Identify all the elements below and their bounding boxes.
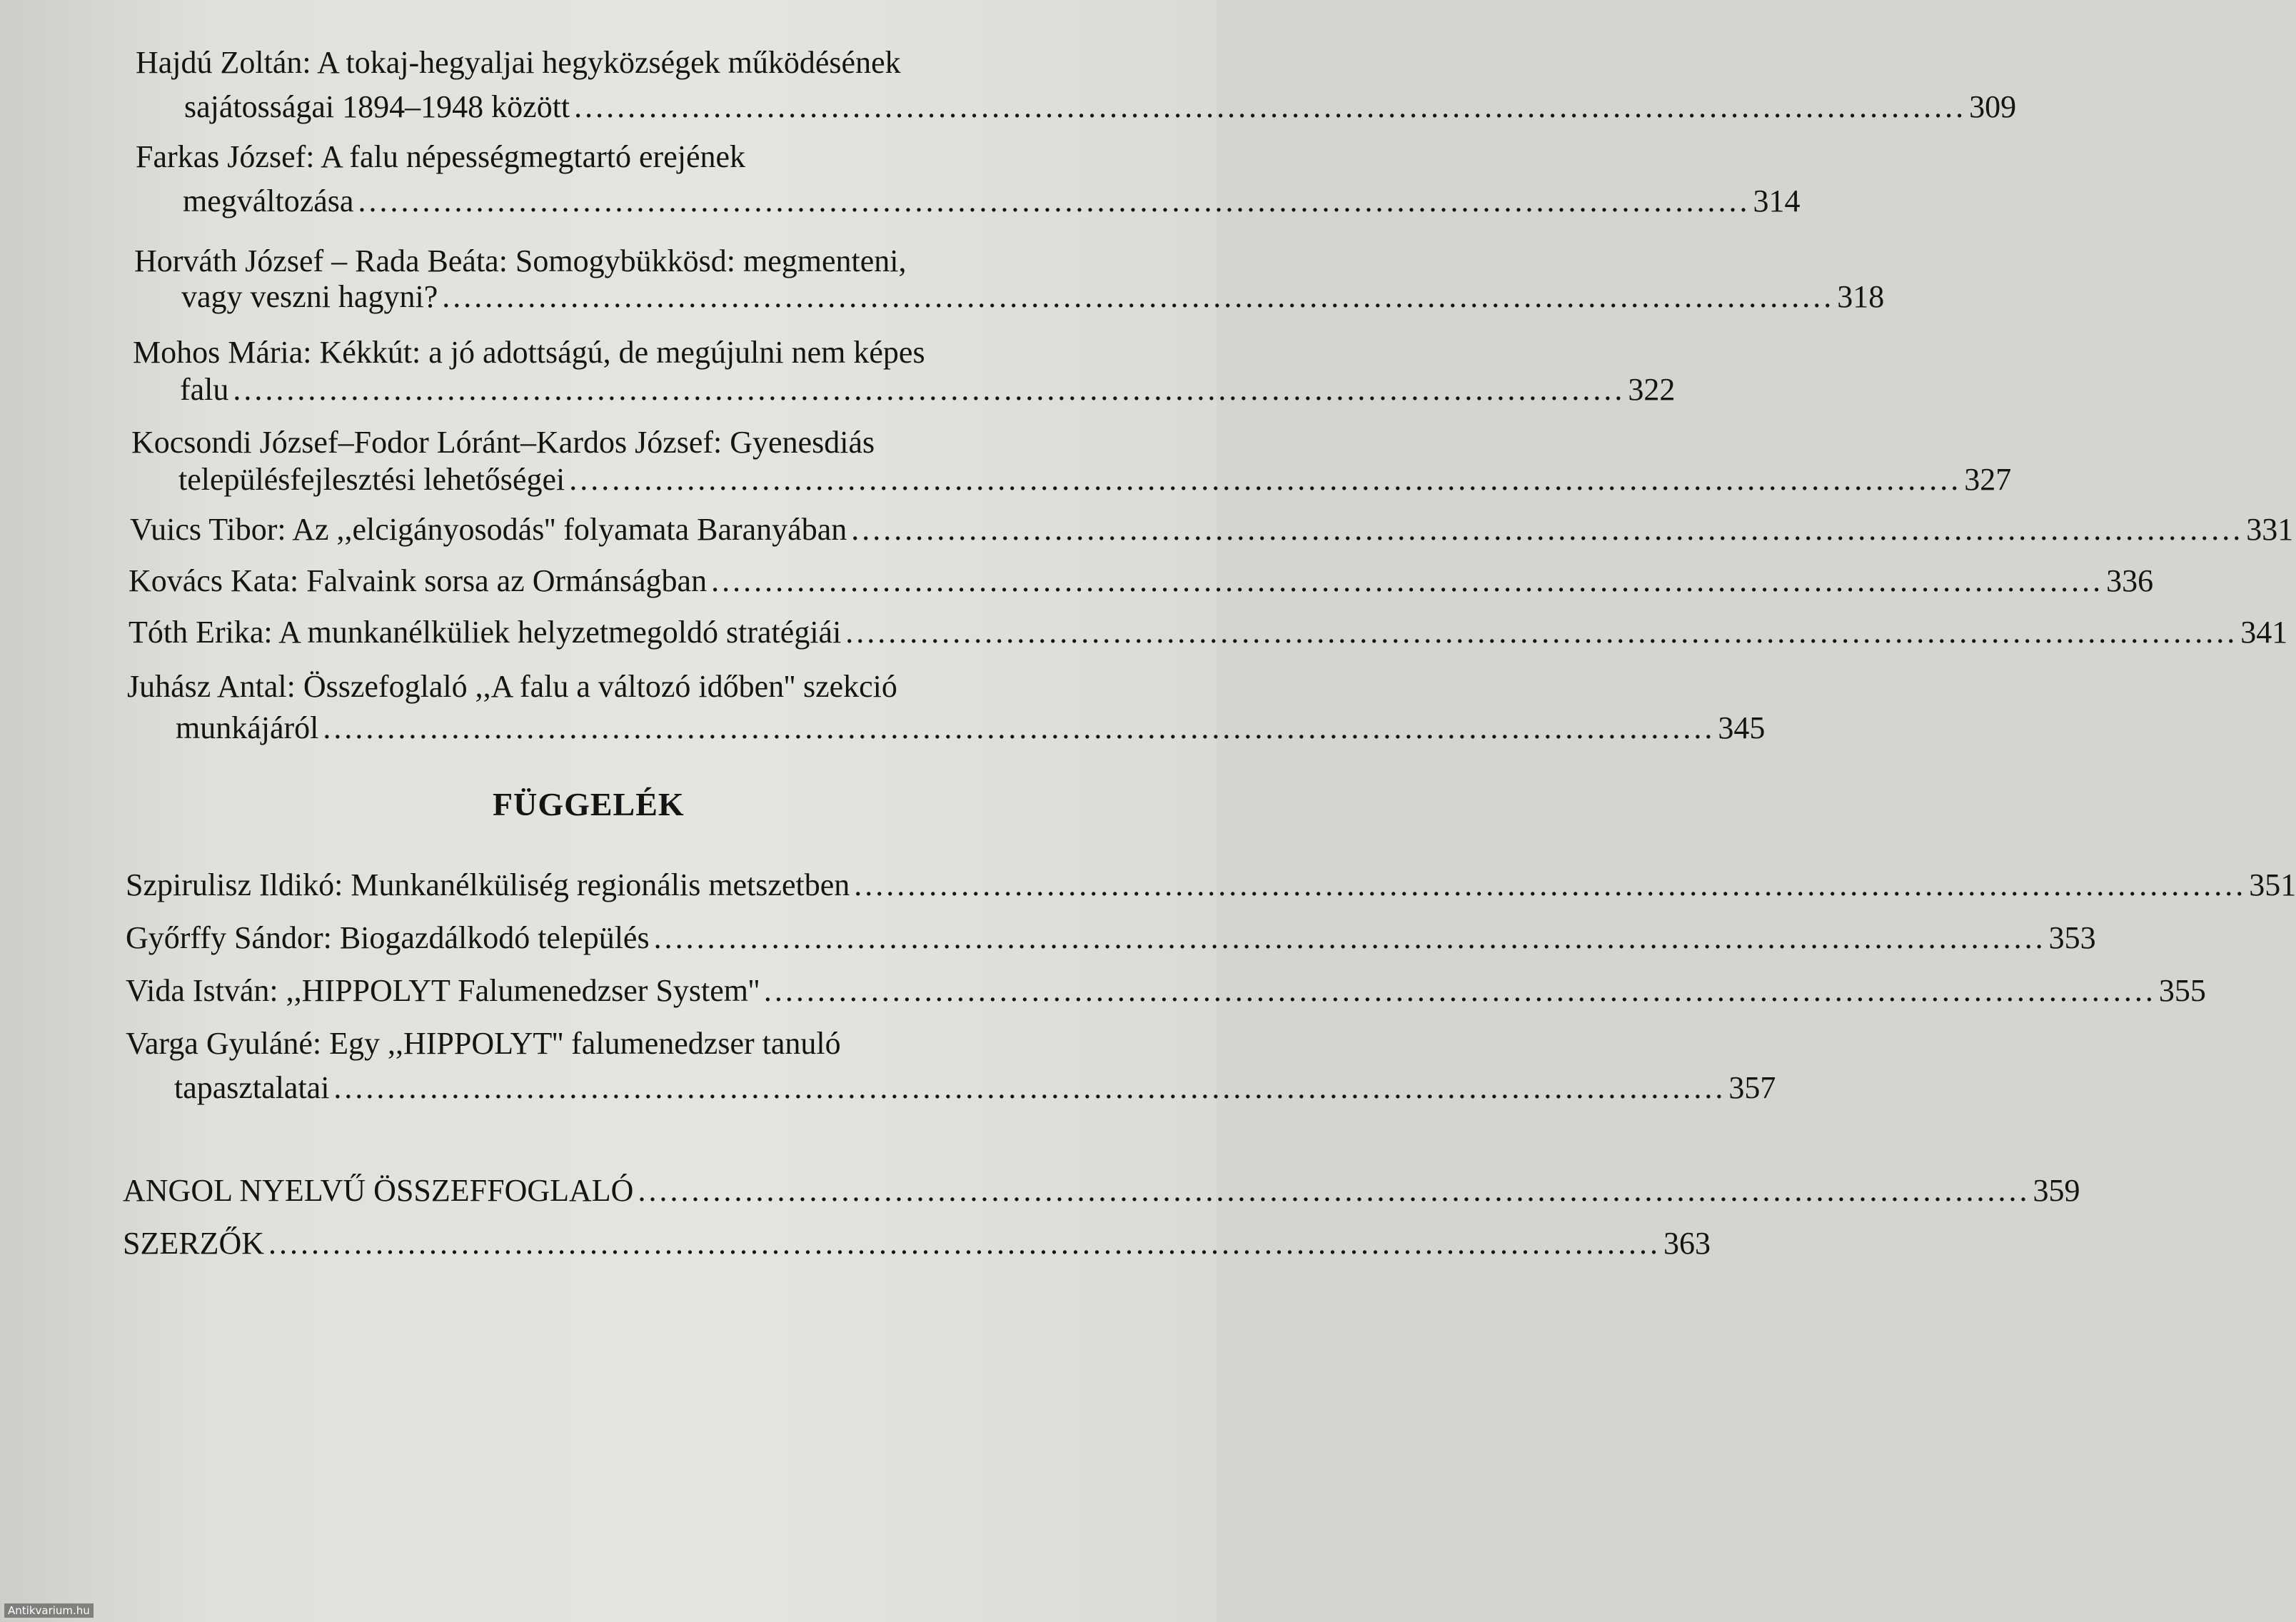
toc-entry-leader-line	[174, 1069, 1776, 1107]
toc-entry-text: Hajdú Zoltán: A tokaj-hegyaljai hegyközségek működésének	[136, 45, 901, 80]
toc-entry-leader-line	[130, 511, 2294, 548]
toc-entry-title-line	[133, 334, 1047, 371]
toc-page-number: 318	[1837, 279, 1885, 314]
toc-entry-leader-line	[123, 1172, 2080, 1209]
watermark-label: Antikvarium.hu	[4, 1603, 94, 1618]
toc-entry-leader-line	[126, 867, 2296, 904]
toc-entry-title-line	[134, 243, 1019, 280]
toc-page-number: 322	[1628, 372, 1676, 407]
toc-page-number: 309	[1969, 89, 2017, 124]
toc-page-number: 355	[2158, 973, 2206, 1008]
toc-entry-text: SZERZŐK	[123, 1226, 264, 1261]
toc-entry-text: Mohos Mária: Kékkút: a jó adottságú, de megújulni nem képes	[133, 335, 925, 370]
toc-entry-leader-line	[123, 1225, 1711, 1262]
toc-page-number: 331	[2246, 512, 2294, 547]
toc-entry-leader-line	[180, 371, 1676, 408]
toc-entry-title-line	[136, 138, 792, 176]
toc-entry-leader-line	[184, 89, 2017, 126]
toc-page-number: 314	[1753, 183, 1801, 218]
toc-entry-leader-line	[178, 461, 2012, 498]
toc-entry-text: ANGOL NYELVŰ ÖSSZEFFOGLALÓ	[123, 1173, 634, 1208]
toc-entry-text: Juhász Antal: Összefoglaló ,,A falu a változó időben'' szekció	[127, 669, 897, 704]
dot-leader: ..................................................................................................................................	[323, 710, 1716, 745]
dot-leader: ..................................................................................................................................	[851, 512, 2244, 547]
toc-entry-text: Tóth Erika: A munkanélküliek helyzetmegoldó stratégiái	[129, 615, 842, 650]
dot-leader: ..................................................................................................................................	[763, 973, 2156, 1008]
toc-page-number: 353	[2048, 920, 2096, 955]
toc-page-number: 336	[2106, 563, 2154, 598]
toc-entry-leader-line	[129, 563, 2154, 600]
toc-entry-title-line	[136, 44, 901, 81]
toc-page-number: 327	[1964, 462, 2012, 497]
toc-entry-leader-line	[126, 972, 2206, 1009]
toc-entry-text: megváltozása	[183, 183, 354, 218]
toc-entry-text: tapasztalatai	[174, 1070, 330, 1105]
toc-entry-text: vagy veszni hagyni?	[181, 279, 438, 314]
toc-entry-text: Szpirulisz Ildikó: Munkanélküliség regionális metszetben	[126, 867, 850, 902]
toc-entry-leader-line	[181, 278, 1885, 316]
dot-leader: ..................................................................................................................................	[574, 89, 1967, 124]
toc-page-number: 341	[2240, 615, 2288, 650]
dot-leader: ..................................................................................................................................	[653, 920, 2046, 955]
toc-entry-title-line	[126, 1025, 982, 1062]
toc-entry-title-line	[127, 668, 1055, 705]
dot-leader: ..................................................................................................................................	[358, 183, 1751, 218]
toc-entry-leader-line	[129, 614, 2288, 651]
toc-page-number: 363	[1663, 1226, 1711, 1261]
toc-entry-text: Varga Gyuláné: Egy ,,HIPPOLYT'' falumenedzser tanuló	[126, 1026, 841, 1061]
toc-page-number: 351	[2249, 867, 2296, 902]
toc-entry-text: Vuics Tibor: Az ,,elcigányosodás'' folyamata Baranyában	[130, 512, 847, 547]
toc-entry-leader-line	[183, 183, 1801, 220]
dot-leader: ..................................................................................................................................	[333, 1070, 1726, 1105]
toc-entry-leader-line	[176, 710, 1766, 747]
toc-entry-text: falu	[180, 372, 229, 407]
toc-entry-text: Győrffy Sándor: Biogazdálkodó település	[126, 920, 650, 955]
toc-page-number: 357	[1728, 1070, 1776, 1105]
dot-leader: ..................................................................................................................................	[442, 279, 1835, 314]
toc-entry-text: Vida István: ,,HIPPOLYT Falumenedzser System''	[126, 973, 760, 1008]
toc-page-number: 359	[2033, 1173, 2080, 1208]
toc-page-number: 345	[1718, 710, 1766, 745]
toc-entry-text: Kovács Kata: Falvaink sorsa az Ormánságban	[129, 563, 708, 598]
section-title-appendix: FÜGGELÉK	[493, 786, 685, 822]
toc-entry-text: munkájáról	[176, 710, 319, 745]
toc-entry-text: Farkas József: A falu népességmegtartó erejének	[136, 139, 746, 174]
toc-entry-title-line	[131, 424, 1002, 461]
toc-entry-text: Horváth József – Rada Beáta: Somogybükkösd: megmenteni,	[134, 243, 907, 278]
dot-leader: ..................................................................................................................................	[268, 1226, 1661, 1261]
toc-entry-text: sajátosságai 1894–1948 között	[184, 89, 570, 124]
dot-leader: ..................................................................................................................................	[711, 563, 2104, 598]
toc-entry-text: Kocsondi József–Fodor Lóránt–Kardos József: Gyenesdiás	[131, 425, 875, 460]
toc-entry-leader-line	[126, 920, 2096, 957]
dot-leader: ..................................................................................................................................	[845, 615, 2238, 650]
dot-leader: ..................................................................................................................................	[854, 867, 2247, 902]
dot-leader: ..................................................................................................................................	[569, 462, 1962, 497]
dot-leader: ..................................................................................................................................	[638, 1173, 2030, 1208]
toc-entry-text: településfejlesztési lehetőségei	[178, 462, 565, 497]
dot-leader: ..................................................................................................................................	[233, 372, 1626, 407]
